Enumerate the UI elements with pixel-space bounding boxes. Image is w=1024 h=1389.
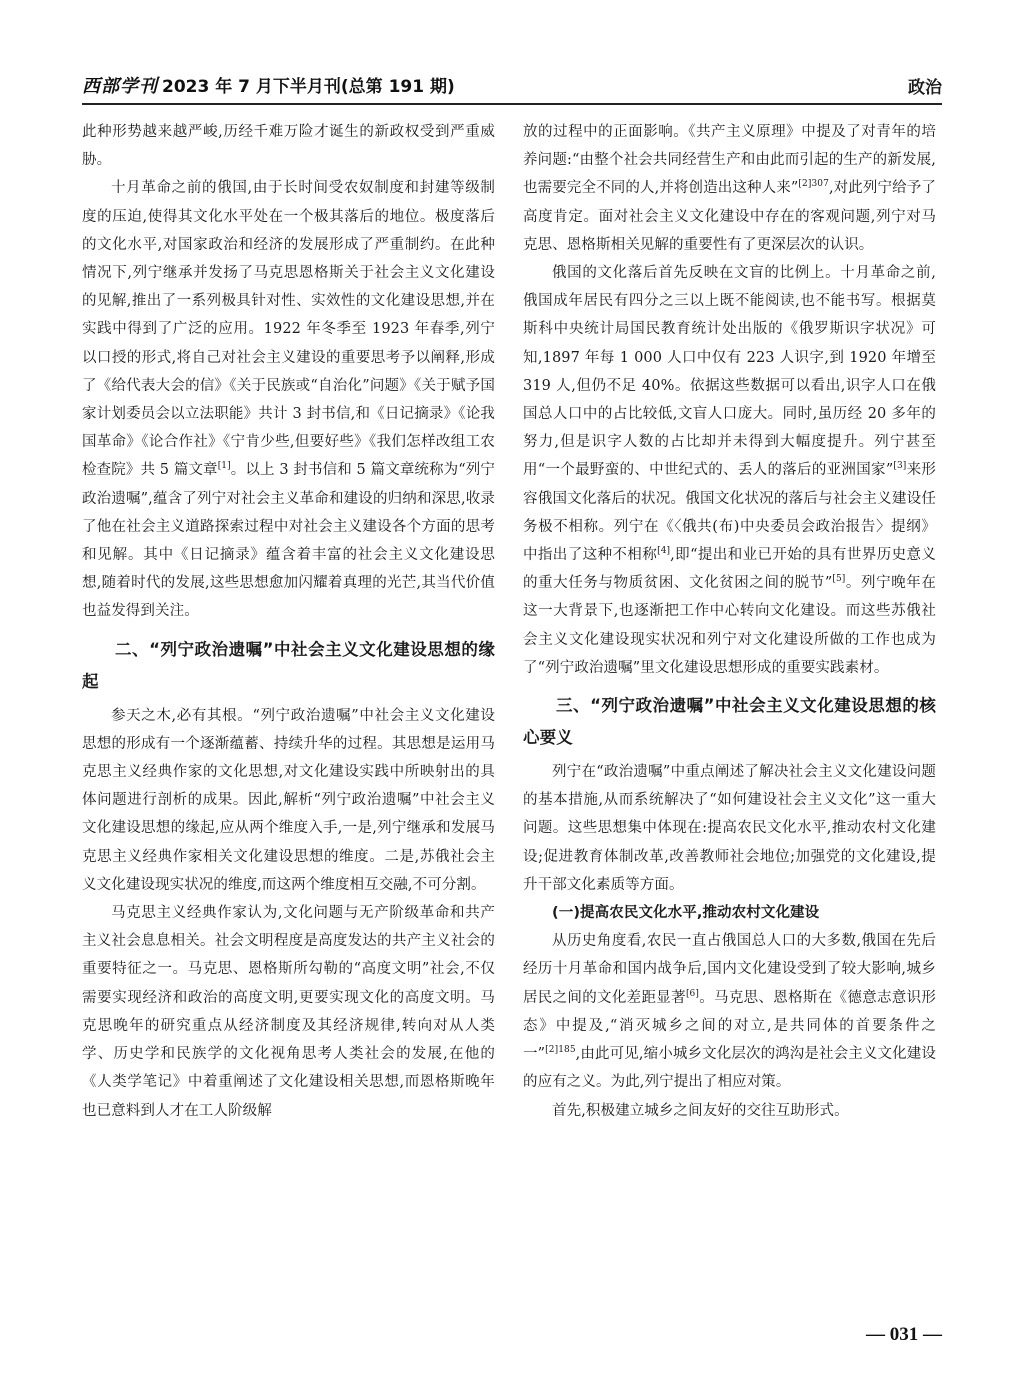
citation: [2]307	[798, 179, 829, 190]
paragraph: 参天之木,必有其根。“列宁政治遗嘱”中社会主义文化建设思想的形成有一个逐渐蕴蓄、持续升华的过程。其思想是运用马克思主义经典作家的文化思想,对文化建设实践中所映射出的具体问题进行剖析的成果。因此,解析“列宁政治遗嘱”中社会主义文化建设思想的缘起,应从两个维度入手,一是,列宁继承和发展马克思主义经典作家相关文化建设思想的维度。二是,苏俄社会主义文化建设现实状况的维度,而这两个维度相互交融,不可分割。	[82, 707, 495, 893]
paragraph: 十月革命之前的俄国,由于长时间受农奴制度和封建等级制度的压迫,使得其文化水平处在一个极其落后的地位。极度落后的文化水平,对国家政治和经济的发展形成了严重制约。在此种情况下,列宁继承并发扬了马克思恩格斯关于社会主义文化建设的见解,推出了一系列极具针对性、实效性的文化建设思想,并在实践中得到了广泛的应用。1922 年冬季至 1923 年春季,列宁以口授的形式,将自己对社会主义建设的重要思考予以阐释,形成了《给代表大会的信》《关于民族或“自治化”问题》《关于赋予国家计划委员会以立法职能》共计 3 封书信,和《日记摘录》《论我国革命》《论合作社》《宁肯少些,但要好些》《我们怎样改组工农检查院》共 5 篇文章[1]。以上 3 封书信和 5 篇文章统称为“列宁政治遗嘱”,蕴含了列宁对社会主义革命和建设的归纳和深思,收录了他在社会主义道路探索过程中对社会主义建设各个方面的思考和见解。其中《日记摘录》蕴含着丰富的社会主义文化建设思想,随着时代的发展,这些思想愈加闪耀着真理的光芒,其当代价值也益发得到关注。	[82, 180, 496, 620]
citation: [6]	[685, 988, 699, 999]
paragraph: 首先,积极建立城乡之间友好的交往互助形式。	[552, 1102, 849, 1119]
paragraph: 此种形势越来越严峻,历经千难万险才诞生的新政权受到严重威胁。	[82, 124, 495, 169]
section-heading: 二、“列宁政治遗嘱”中社会主义文化建设思想的缘起	[82, 639, 495, 691]
subsection-heading: (一)提高农民文化水平,推动农村文化建设	[552, 905, 820, 922]
section-heading: 三、“列宁政治遗嘱”中社会主义文化建设思想的核心要义	[523, 696, 936, 748]
left-column	[82, 118, 495, 1125]
page-number: — 031 —	[866, 1324, 942, 1345]
citation: [4]	[657, 546, 671, 557]
paragraph: 俄国的文化落后首先反映在文盲的比例上。十月革命之前,俄国成年居民有四分之三以上既不能阅读,也不能书写。根据莫斯科中央统计局国民教育统计处出版的《俄罗斯识字状况》可知,1897 年每 1 000 人口中仅有 223 人识字,到 1920 年增至 319 人,但仍不足 40%。依据这些数据可以看出,识字人口在俄国总人口中的占比较低,文盲人口庞大。同时,虽历经 20 多年的努力,但是识字人数的占比却并未得到大幅度提升。列宁甚至用“一个最野蛮的、中世纪式的、丢人的落后的亚洲国家”[3]来形容俄国文化落后的状况。俄国文化状况的落后与社会主义建设任务极不相称。列宁在《〈俄共(布)中央委员会政治报告〉提纲》中指出了这种不相称[4],即“提出和业已开始的具有世界历史意义的重大任务与物质贫困、文化贫困之间的脱节”[5]。列宁晚年在这一大背景下,也逐渐把工作中心转向文化建设。而这些苏俄社会主义文化建设现实状况和列宁对文化建设所做的工作也成为了“列宁政治遗嘱”里文化建设思想形成的重要实践素材。	[523, 265, 936, 676]
issue-info: 2023 年 7 月下半月刊(总第 191 期)	[162, 77, 455, 97]
paragraph: 马克思主义经典作家认为,文化问题与无产阶级革命和共产主义社会息息相关。社会文明程度是高度发达的共产主义社会的重要特征之一。马克思、恩格斯所勾勒的“高度文明”社会,不仅需要实现经济和政治的高度文明,更要实现文化的高度文明。马克思晚年的研究重点从经济制度及其经济规律,转向对从人类学、历史学和民族学的文化视角思考人类社会的发展,在他的《人类学笔记》中着重阐述了文化建设相关思想,而恩格斯晚年也已意料到人才在工人阶级解	[82, 905, 495, 1119]
paragraph: 列宁在“政治遗嘱”中重点阐述了解决社会主义文化建设问题的基本措施,从而系统解决了“如何建设社会主义文化”这一重大问题。这些思想集中体现在:提高农民文化水平,推动农村文化建设;促进教育体制改革,改善教师社会地位;加强党的文化建设,提升干部文化素质等方面。	[523, 764, 936, 893]
citation: [2]185	[545, 1045, 576, 1056]
paragraph: 从历史角度看,农民一直占俄国总人口的大多数,俄国在先后经历十月革命和国内战争后,国内文化建设受到了较大影响,城乡居民之间的文化差距显著[6]。马克思、恩格斯在《德意志意识形态》中提及,“消灭城乡之间的对立,是共同体的首要条件之一”$^{[2]185}$,由此可见,缩小城乡文化层次的鸿沟是社会主义文化建设的应有之义。为此,列宁提出了相应对策。	[523, 933, 936, 1091]
citation: [1]	[217, 461, 231, 472]
journal-masthead	[82, 72, 455, 98]
right-column	[523, 118, 936, 1125]
paragraph: 放的过程中的正面影响。《共产主义原理》中提及了对青年的培养问题:“由整个社会共同经营生产和由此而引起的生产的新发展,也需要完全不同的人,并将创造出这种人来”$^{[2]307}$,对此列宁给予了高度肯定。面对社会主义文化建设中存在的客观问题,列宁对马克思、恩格斯相关见解的重要性有了更深层次的认识。	[523, 124, 936, 253]
citation: [3]	[893, 461, 907, 472]
journal-logo: 西部学刊	[82, 76, 158, 97]
running-header	[82, 68, 942, 105]
citation: [5]	[832, 574, 846, 585]
section-name: 政治	[908, 78, 942, 98]
